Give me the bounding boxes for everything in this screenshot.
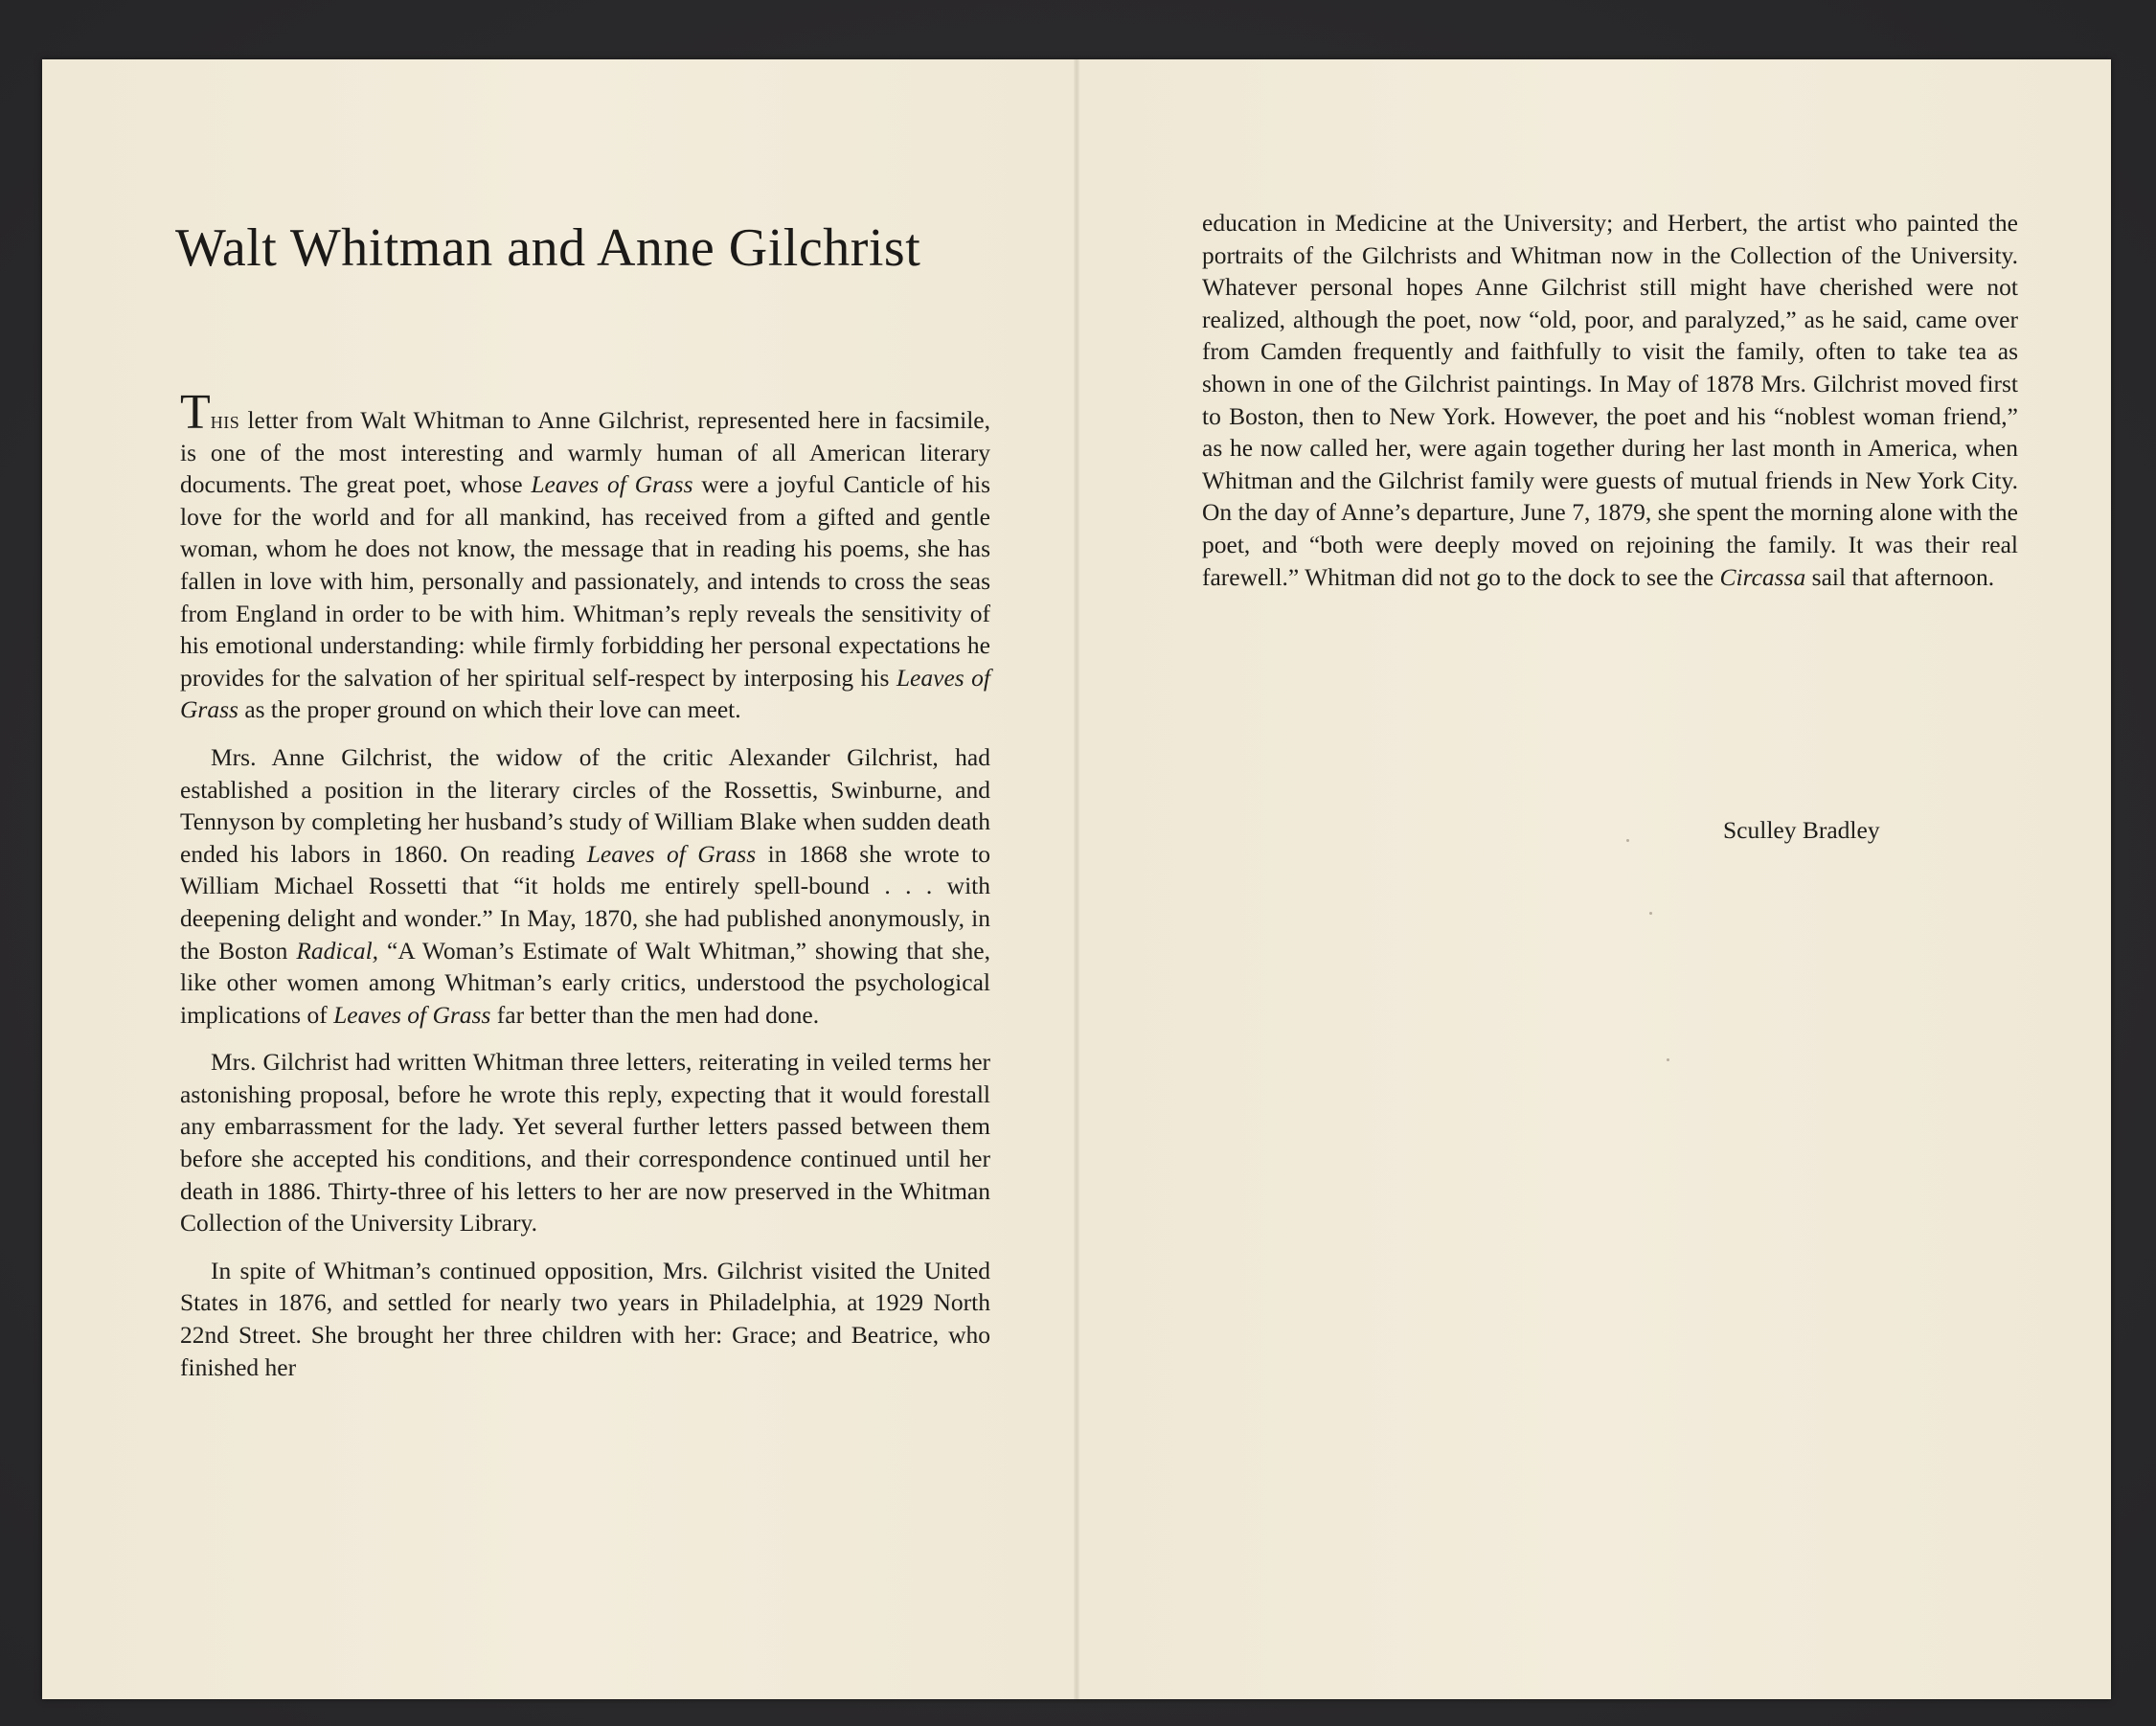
paragraph-2-text-c: “A Woman’s Estimate of Walt Whitman,” showing that she, like other women among Whitman’s early critics, understood the psychological implications of	[180, 936, 990, 1029]
drop-cap: T	[180, 385, 211, 440]
paragraph-2-text-b: in 1868 she wrote to William Michael Rossetti that “it holds me entirely spell-bound . . . with deepening delight and wonder.” In May, 1870, she had published anonymously, in the Boston	[180, 839, 990, 965]
paper-speck	[1667, 1058, 1669, 1061]
book-title-italic: Leaves of Grass	[180, 663, 990, 724]
right-text-column	[1202, 207, 2018, 608]
paragraph-4-continued-text-b: sail that afternoon.	[1805, 562, 1995, 591]
center-fold	[1074, 59, 1079, 1699]
paragraph-4: In spite of Whitman’s continued opposition, Mrs. Gilchrist visited the United States in 1876, and settled for nearly two years in Philadelphia, at 1929 North 22nd Street. She brought her three children with her: Grace; and Beatrice, who finished her	[180, 1256, 990, 1381]
left-text-column	[180, 385, 990, 1398]
periodical-title-italic: Radical,	[296, 936, 379, 965]
paragraph-1-text-a: letter from Walt Whitman to Anne Gilchrist, represented here in facsimile, is one of the most interesting and warmly human of all American literary documents. The great poet, whose	[180, 406, 990, 499]
folded-leaflet	[42, 59, 2111, 1699]
paragraph-2-text-a: Mrs. Anne Gilchrist, the widow of the critic Alexander Gilchrist, had established a position in the literary circles of the Rossettis, Swinburne, and Tennyson by completing her husband’s study of William Blake when sudden death ended his labors in 1860. On reading	[180, 742, 990, 868]
paragraph-1-text-b: were a joyful Canticle of his love for the world and for all mankind, has received from a gifted and gentle woman, whom he does not know, the message that in reading his poems, she has fallen in love with him, personally and passionately, and intends to cross the seas from England in order to be with him. Whitman’s reply reveals the sensitivity of his emotional understanding: while firmly forbidding her personal expectations he provides for the salvation of her spiritual self-respect by interposing his	[180, 470, 990, 692]
paragraph-2-text-d: far better than the men had done.	[490, 1000, 820, 1029]
paragraph-2	[180, 741, 990, 1031]
small-caps-lead: his	[210, 406, 240, 434]
paragraph-1	[180, 385, 990, 726]
author-signature: Sculley Bradley	[1723, 816, 1880, 844]
paper-speck	[1626, 839, 1629, 842]
book-title-italic: Leaves of Grass	[531, 470, 693, 499]
book-title-italic: Leaves of Grass	[586, 839, 757, 868]
document-title: Walt Whitman and Anne Gilchrist	[175, 218, 921, 278]
paragraph-4-continued	[1202, 207, 2018, 593]
paragraph-1-text-c: as the proper ground on which their love can meet.	[238, 695, 741, 724]
ship-name-italic: Circassa	[1719, 562, 1806, 591]
paragraph-4-continued-text-a: education in Medicine at the University; and Herbert, the artist who painted the portraits of the Gilchrists and Whitman now in the Collection of the University. Whatever personal hopes Anne Gilchrist still might have cherished were not realized, although the poet, now “old, poor, and paralyzed,” as he said, came over from Camden frequently and faithfully to visit the family, often to take tea as shown in one of the Gilchrist paintings. In May of 1878 Mrs. Gilchrist moved first to Boston, then to New York. However, the poet and his “noblest woman friend,” as he now called her, were again together during her last month in America, when Whitman and the Gilchrist family were guests of mutual friends in New York City. On the day of Anne’s departure, June 7, 1879, she spent the morning alone with the poet, and “both were deeply moved on rejoining the family. It was their real farewell.” Whitman did not go to the dock to see the	[1202, 209, 2018, 591]
paper-speck	[1649, 912, 1652, 915]
book-title-italic: Leaves of Grass	[333, 1000, 491, 1029]
paragraph-3: Mrs. Gilchrist had written Whitman three letters, reiterating in veiled terms her astonishing proposal, before he wrote this reply, expecting that it would forestall any embarrassment for the lady. Yet several further letters passed between them before she accepted his conditions, and their correspondence continued until her death in 1886. Thirty-three of his letters to her are now preserved in the Whitman Collection of the University Library.	[180, 1048, 990, 1238]
